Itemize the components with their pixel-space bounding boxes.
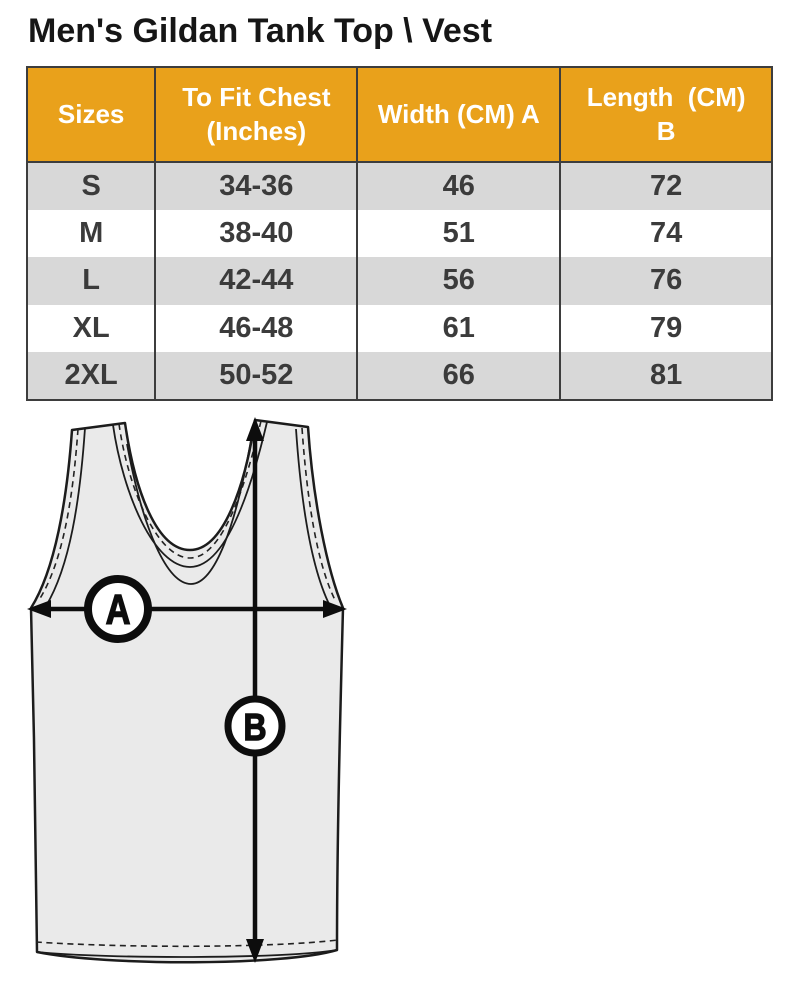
cell-chest: 38-40 xyxy=(154,210,356,257)
cell-chest: 50-52 xyxy=(154,352,356,399)
header-line: Length (CM) xyxy=(586,82,746,113)
width-label: A xyxy=(105,586,131,634)
cell-width: 56 xyxy=(356,257,559,304)
header-line: Width (CM) A xyxy=(377,98,540,129)
cell-width: 46 xyxy=(356,163,559,210)
length-label-badge xyxy=(228,699,282,753)
cell-chest: 46-48 xyxy=(154,305,356,352)
cell-size: 2XL xyxy=(28,352,154,399)
cell-size: M xyxy=(28,210,154,257)
page-title: Men's Gildan Tank Top \ Vest xyxy=(28,12,493,50)
column-header-width xyxy=(356,68,559,163)
cell-length: 76 xyxy=(559,257,771,304)
cell-size: L xyxy=(28,257,154,304)
cell-length: 81 xyxy=(559,352,771,399)
cell-size: XL xyxy=(28,305,154,352)
cell-chest: 34-36 xyxy=(154,163,356,210)
column-header-chest xyxy=(154,68,356,163)
cell-width: 66 xyxy=(356,352,559,399)
cell-length: 79 xyxy=(559,305,771,352)
header-line: B xyxy=(656,115,676,146)
size-chart-table xyxy=(26,66,773,401)
cell-chest: 42-44 xyxy=(154,257,356,304)
width-label-badge xyxy=(88,579,148,639)
column-header-sizes xyxy=(28,68,154,163)
length-label: B xyxy=(243,706,267,749)
column-header-length xyxy=(559,68,771,163)
cell-width: 61 xyxy=(356,305,559,352)
cell-size: S xyxy=(28,163,154,210)
cell-width: 51 xyxy=(356,210,559,257)
header-line: (Inches) xyxy=(206,115,307,146)
tank-top-diagram xyxy=(15,410,375,985)
cell-length: 72 xyxy=(559,163,771,210)
header-line: To Fit Chest xyxy=(182,82,331,113)
cell-length: 74 xyxy=(559,210,771,257)
header-line: Sizes xyxy=(57,98,125,129)
